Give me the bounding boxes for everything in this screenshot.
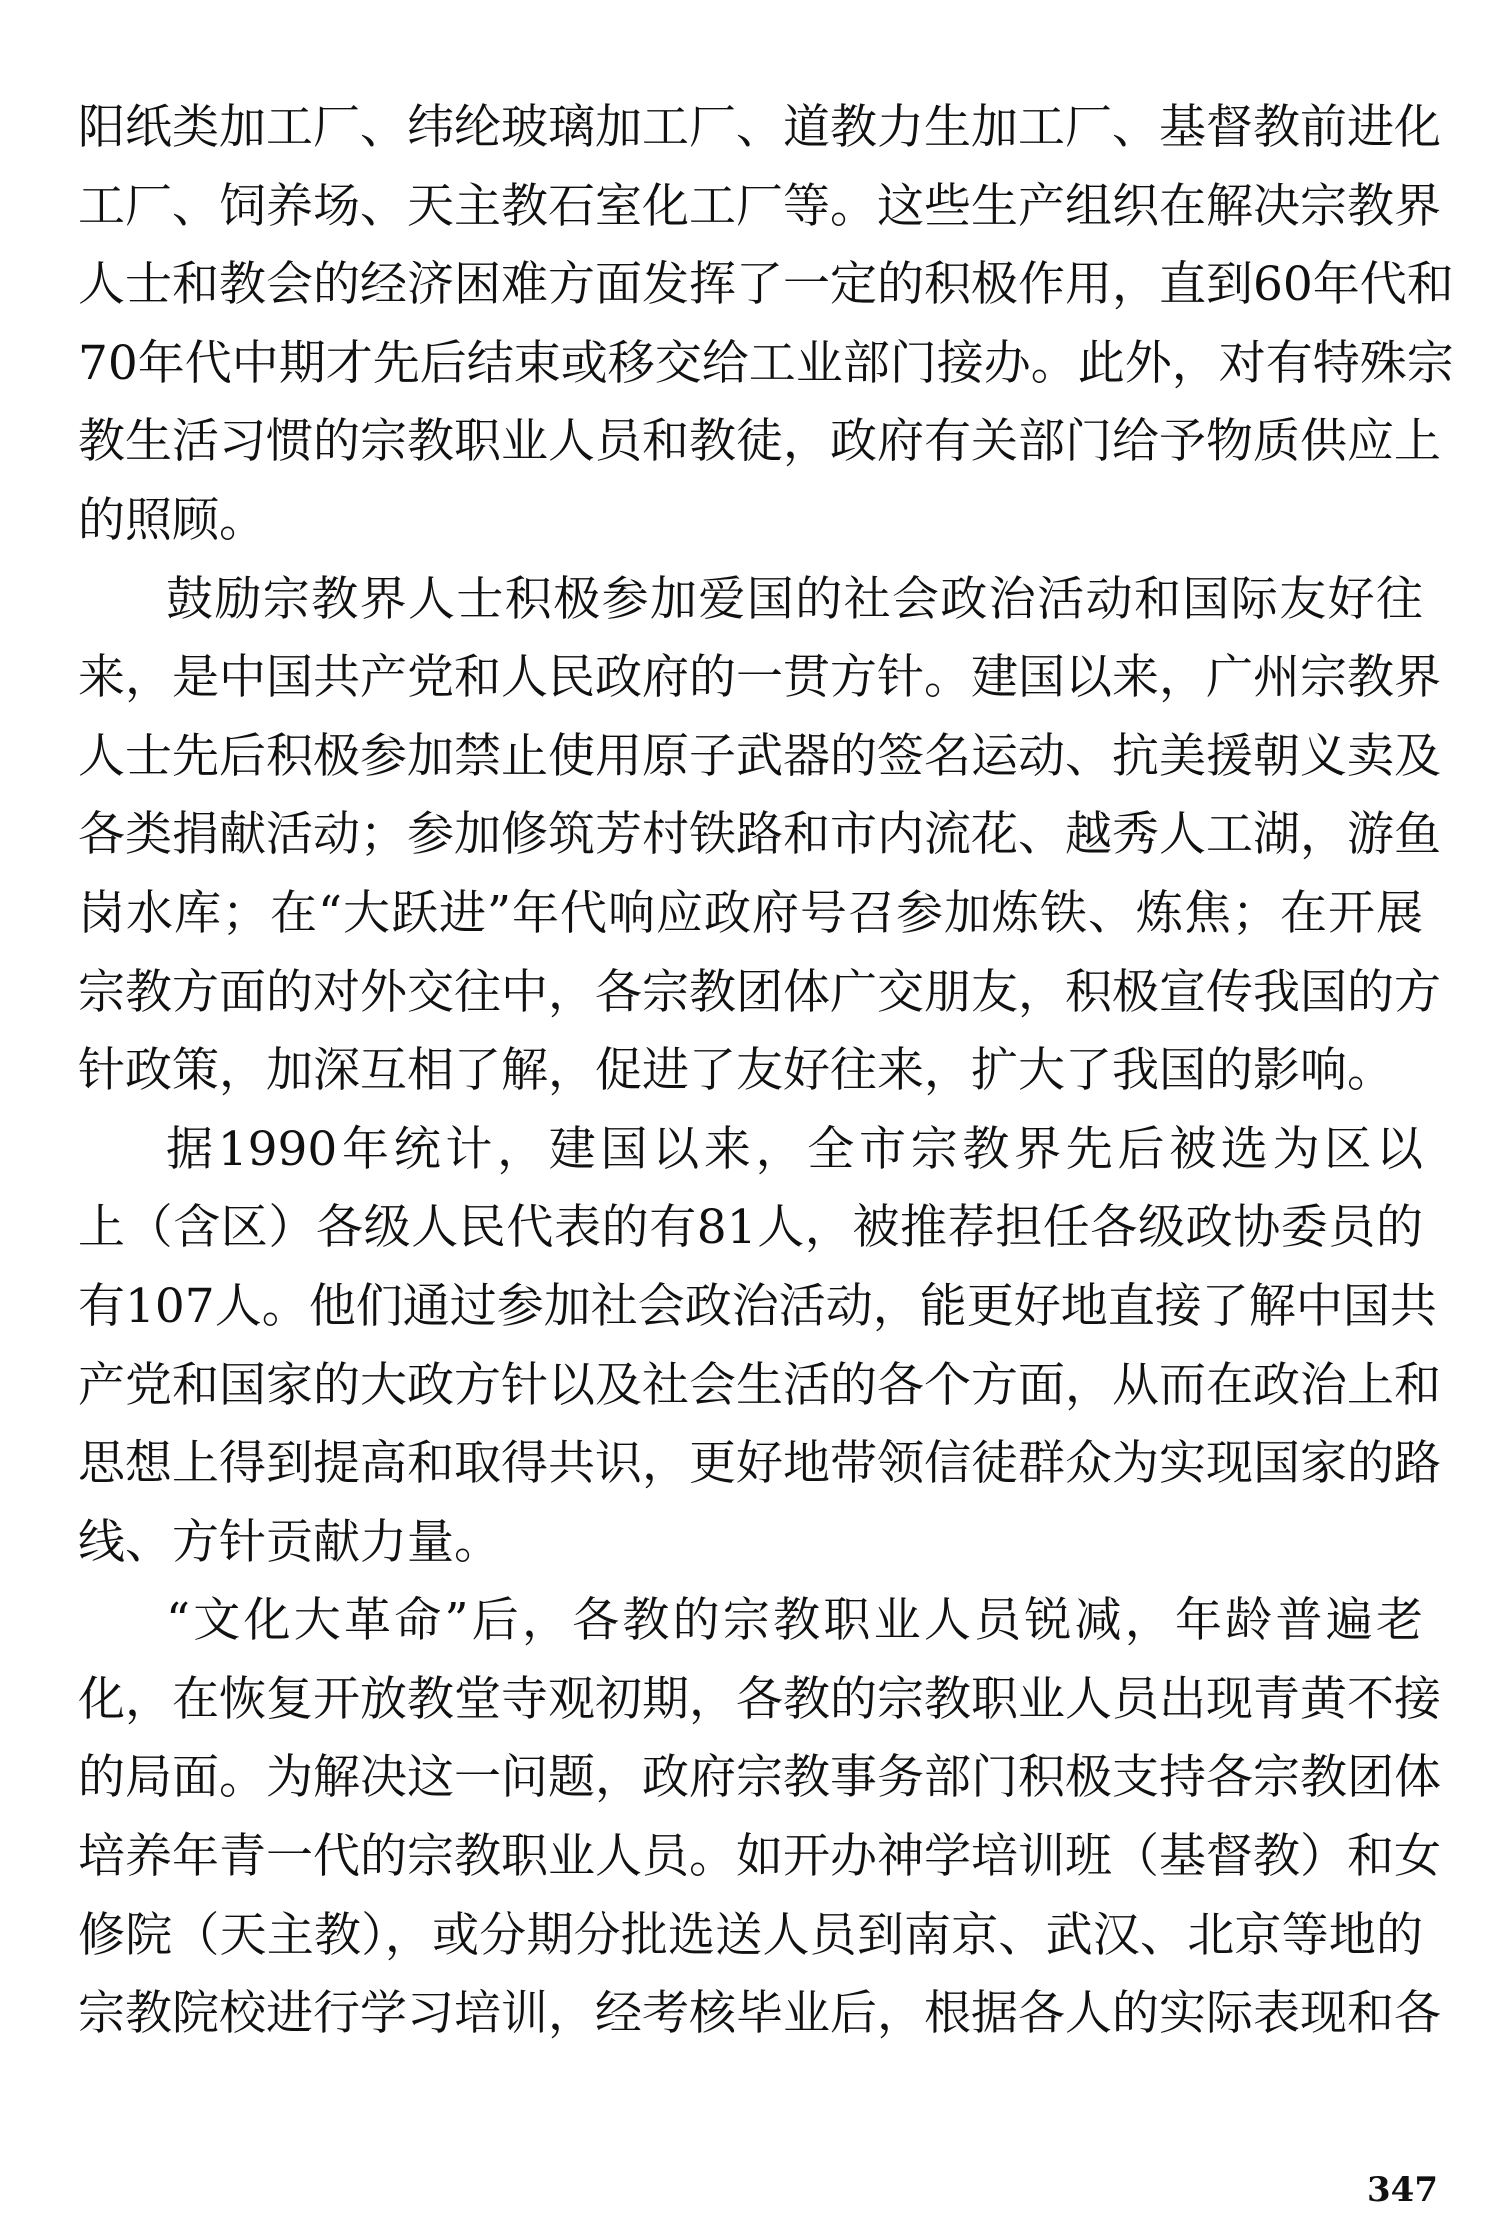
text-line: 岗水库；在“大跃进”年代响应政府号召参加炼铁、炼焦；在开展	[78, 885, 1423, 941]
body-text	[78, 98, 1454, 2063]
text-line: 人士先后积极参加禁止使用原子武器的签名运动、抗美援朝义卖及	[78, 728, 1441, 784]
text-line: 培养年青一代的宗教职业人员。如开办神学培训班（基督教）和女	[78, 1829, 1441, 1885]
text-line: 人士和教会的经济困难方面发挥了一定的积极作用，直到60年代和	[78, 257, 1454, 313]
text-line: 化，在恢复开放教堂寺观初期，各教的宗教职业人员出现青黄不接	[78, 1671, 1441, 1727]
text-line: 思想上得到提高和取得共识，更好地带领信徒群众为实现国家的路	[78, 1436, 1441, 1492]
text-line: 的局面。为解决这一问题，政府宗教事务部门积极支持各宗教团体	[78, 1750, 1441, 1806]
text-line: 针政策，加深互相了解，促进了友好往来，扩大了我国的影响。	[78, 1043, 1394, 1099]
text-line: 有107人。他们通过参加社会政治活动，能更好地直接了解中国共	[78, 1278, 1437, 1334]
page-number: 347	[1367, 2170, 1438, 2210]
paragraph-start-line: “文化大革命”后，各教的宗教职业人员锐减，年龄普遍老	[166, 1593, 1423, 1649]
paragraph-start-line: 据1990年统计，建国以来，全市宗教界先后被选为区以	[166, 1121, 1423, 1177]
text-line: 上（含区）各级人民代表的有81人，被推荐担任各级政协委员的	[78, 1200, 1423, 1256]
text-line: 各类捐献活动；参加修筑芳村铁路和市内流花、越秀人工湖，游鱼	[78, 807, 1441, 863]
paragraph-start-line: 鼓励宗教界人士积极参加爱国的社会政治活动和国际友好往	[166, 571, 1423, 627]
text-line: 阳纸类加工厂、纬纶玻璃加工厂、道教力生加工厂、基督教前进化	[78, 100, 1441, 155]
text-line: 宗教院校进行学习培训，经考核毕业后，根据各人的实际表现和各	[78, 1986, 1441, 2042]
text-line: 修院（天主教），或分期分批选送人员到南京、武汉、北京等地的	[78, 1907, 1423, 1963]
text-line: 来，是中国共产党和人民政府的一贯方针。建国以来，广州宗教界	[78, 650, 1441, 706]
text-line: 工厂、饲养场、天主教石室化工厂等。这些生产组织在解决宗教界	[78, 178, 1441, 234]
text-line: 教生活习惯的宗教职业人员和教徒，政府有关部门给予物质供应上	[78, 414, 1441, 470]
text-line: 的照顾。	[78, 492, 266, 548]
text-line: 70年代中期才先后结束或移交给工业部门接办。此外，对有特殊宗	[78, 335, 1454, 391]
text-line: 宗教方面的对外交往中，各宗教团体广交朋友，积极宣传我国的方	[78, 964, 1441, 1020]
text-line: 线、方针贡献力量。	[78, 1514, 501, 1570]
text-line: 产党和国家的大政方针以及社会生活的各个方面，从而在政治上和	[78, 1357, 1441, 1413]
